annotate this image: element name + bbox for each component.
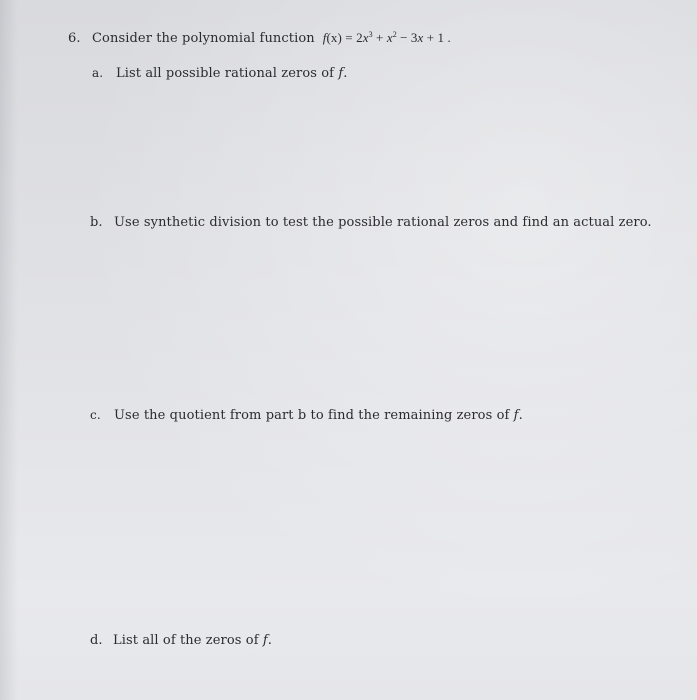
part-c-label: c.: [90, 408, 101, 422]
question-stem: Consider the polynomial function: [92, 31, 315, 46]
term1-exponent: 3: [368, 30, 373, 39]
part-c-variable: f: [513, 408, 519, 423]
part-d-label: d.: [90, 633, 103, 648]
page-edge-shadow: [0, 0, 18, 700]
question-6: [68, 30, 451, 46]
term2-variable: x: [386, 30, 393, 45]
function-argument: (x): [326, 30, 342, 45]
term2-operator: +: [372, 30, 387, 45]
part-d-variable: f: [262, 633, 268, 648]
question-number: 6.: [68, 31, 81, 46]
part-a-label: a.: [92, 66, 104, 80]
polynomial-function: [323, 30, 451, 45]
part-a-text: List all possible rational zeros of: [116, 66, 339, 81]
term2-exponent: 2: [392, 30, 397, 39]
part-c-end: .: [518, 408, 523, 423]
term1-variable: x: [362, 30, 369, 45]
part-a-variable: f: [338, 66, 344, 81]
part-a-end: .: [343, 66, 348, 81]
part-d-end: .: [267, 633, 273, 648]
part-a: [92, 66, 347, 81]
function-equals: = 2: [341, 30, 363, 45]
part-b: [90, 215, 652, 230]
part-d: [90, 633, 272, 648]
part-d-text: List all of the zeros of: [113, 633, 263, 648]
part-b-label: b.: [90, 215, 103, 230]
function-name: f: [322, 30, 327, 45]
part-c-text: Use the quotient from part b to find the remaining zeros of: [114, 408, 514, 423]
part-b-text: Use synthetic division to test the possible rational zeros and find an actual zero.: [114, 215, 652, 230]
constant-term: + 1 .: [423, 30, 451, 45]
part-c: [90, 408, 523, 423]
term3-variable: x: [417, 30, 424, 45]
term3-coefficient: − 3: [396, 30, 418, 45]
